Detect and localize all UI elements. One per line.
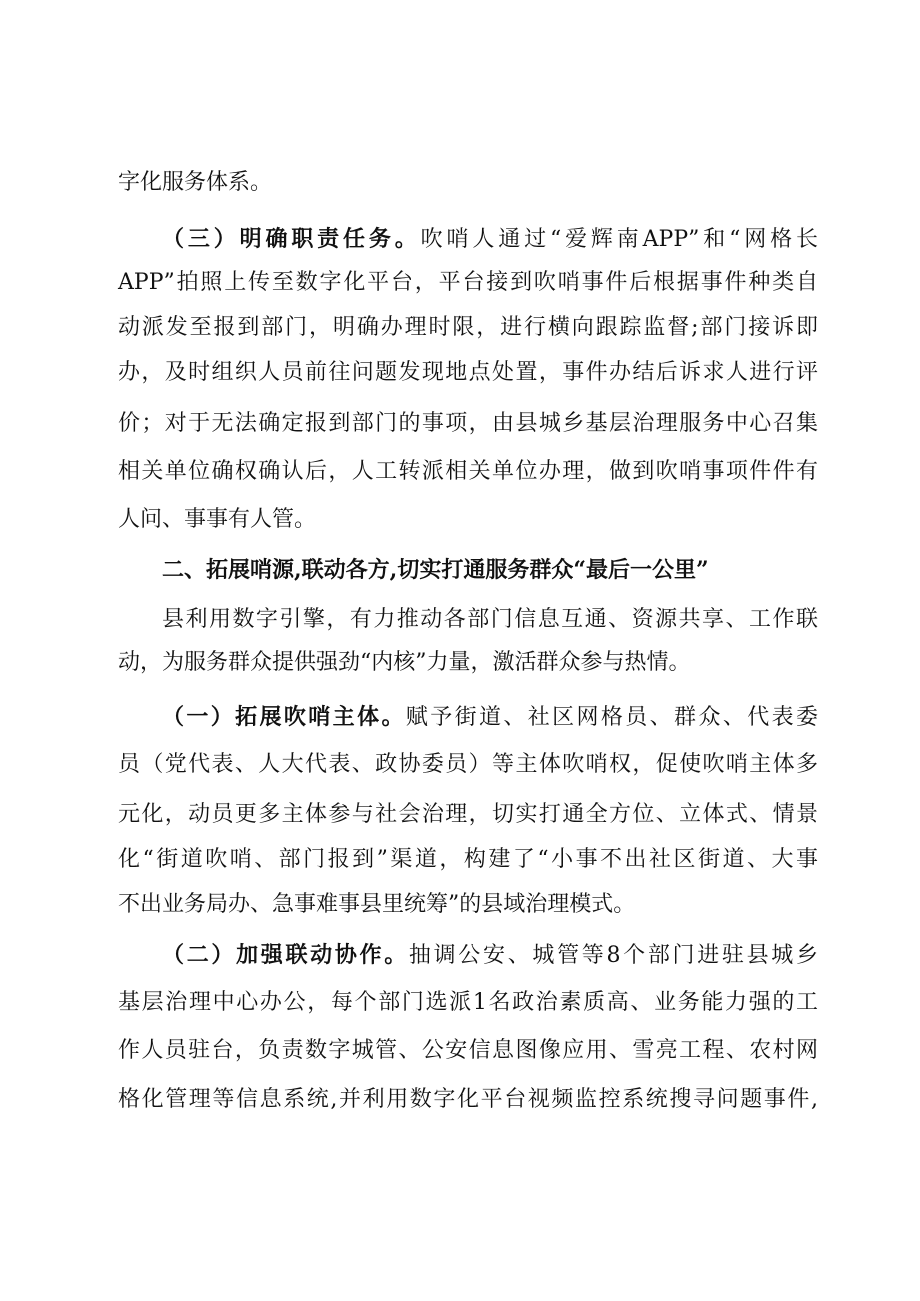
- line-text: 格化管理等信息系统,并利用数字化平台视频监控系统搜寻问题事件,: [118, 1087, 818, 1112]
- section-lead: （二）加强联动协作。: [162, 942, 409, 968]
- paragraph-line: [118, 988, 818, 1018]
- line-text: 赋予街道、社区网格员、群众、代表委: [405, 705, 818, 730]
- paragraph-line: [118, 505, 818, 535]
- line-text: 作人员驻台，负责数字城管、公安信息图像应用、雪亮工程、农村网: [118, 1038, 818, 1063]
- paragraph-line: [118, 168, 818, 198]
- line-text: 元化，动员更多主体参与社会治理，切实打通全方位、立体式、情景: [118, 802, 818, 827]
- line-text: 价；对于无法确定报到部门的事项，由县城乡基层治理服务中心召集: [118, 411, 818, 436]
- line-text: 办，及时组织人员前往问题发现地点处置，事件办结后诉求人进行评: [118, 360, 818, 385]
- paragraph-line: [118, 1036, 818, 1066]
- paragraph-line: [162, 224, 818, 255]
- paragraph-line: [118, 1085, 818, 1115]
- line-text: 相关单位确权确认后，人工转派相关单位办理，做到吹哨事项件件有: [118, 459, 818, 484]
- line-text: APP”拍照上传至数字化平台，平台接到吹哨事件后根据事件种类自: [118, 270, 818, 295]
- line-text: 动派发至报到部门，明确办理时限，进行横向跟踪监督;部门接诉即: [118, 315, 818, 340]
- line-text: 不出业务局办、急事难事县里统筹”的县域治理模式。: [118, 892, 636, 917]
- section-heading: [162, 555, 818, 585]
- paragraph-line: [162, 605, 818, 635]
- line-text: 员（党代表、人大代表、政协委员）等主体吹哨权，促使吹哨主体多: [118, 752, 818, 777]
- line-text: 基层治理中心办公，每个部门选派1名政治素质高、业务能力强的工: [118, 990, 818, 1015]
- paragraph-line: [162, 940, 818, 971]
- line-text: 字化服务体系。: [118, 170, 273, 195]
- line-text: 抽调公安、城管等8个部门进驻县城乡: [408, 943, 818, 968]
- line-text: 人问、事事有人管。: [118, 507, 317, 532]
- paragraph-line: [118, 457, 818, 487]
- section-lead: （三）明确职责任务。: [162, 226, 421, 252]
- line-text: 动，为服务群众提供强劲“内核”力量，激活群众参与热情。: [118, 650, 691, 675]
- paragraph-line: [118, 890, 818, 920]
- paragraph-line: [118, 313, 818, 343]
- paragraph-line: [118, 268, 818, 298]
- paragraph-line: [118, 750, 818, 780]
- paragraph-line: [162, 702, 818, 733]
- line-text: 化“街道吹哨、部门报到”渠道，构建了“小事不出社区街道、大事: [118, 847, 818, 872]
- line-text: 吹哨人通过“爱辉南APP”和“网格长: [420, 227, 818, 252]
- heading-text: 二、拓展哨源,联动各方,切实打通服务群众“最后一公里”: [162, 557, 709, 583]
- paragraph-line: [118, 648, 818, 678]
- paragraph-line: [118, 845, 818, 875]
- line-text: 县利用数字引擎，有力推动各部门信息互通、资源共享、工作联: [162, 607, 818, 632]
- section-lead: （一）拓展吹哨主体。: [162, 704, 406, 730]
- paragraph-line: [118, 800, 818, 830]
- paragraph-line: [118, 409, 818, 439]
- paragraph-line: [118, 358, 818, 388]
